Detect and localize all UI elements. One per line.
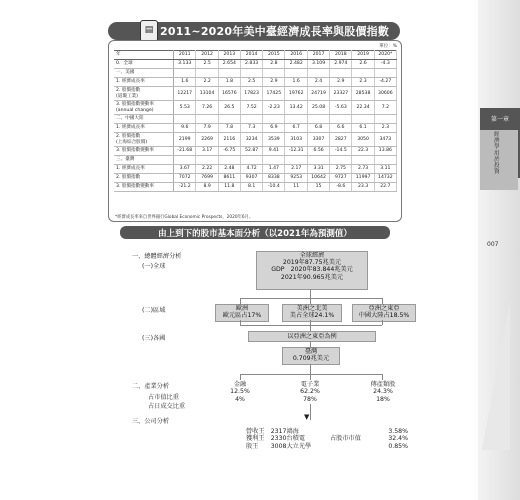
table-cell: 9.6 [174,124,196,133]
table-cell: -10.4 [263,183,285,192]
industry-electronics [292,381,328,403]
table-row [114,133,397,147]
header-year-cell: 2019 [352,51,374,60]
header-year-cell: 2018 [330,51,352,60]
table-cell: 2.9 [263,78,285,87]
table-cell: 1.8 [218,78,240,87]
row-label: 3. 股價指數變動率 (annual change) [114,101,174,115]
industry-finance-volume: 4% [235,395,245,403]
table-cell [285,156,307,165]
table-cell: 12217 [174,87,196,101]
table-row [114,156,397,165]
table-cell: 28538 [352,87,374,101]
table-cell: 9307 [240,174,262,183]
region-asia-share: 中國大陸占18.5% [358,312,410,320]
table-cell: 2.6 [352,60,374,69]
table-cell: 10642 [307,174,329,183]
table-cell: 2.654 [218,60,240,69]
chapter-subtitle: 經濟學用於投資 [494,132,500,176]
taiwan-name: 臺灣 [304,348,318,355]
table-cell [352,156,374,165]
global-title: 全球經濟 [299,252,325,259]
region-americas-share: 美占全球24.1% [289,312,335,320]
company-revenue: 營收王 2317鴻海 [246,428,299,435]
row-label: 二、中國大陸 [114,115,174,124]
table-cell [174,115,196,124]
table-cell: 6.8 [307,124,329,133]
table-row [114,78,397,87]
table-cell: 24719 [307,87,329,101]
table-cell: 8338 [263,174,285,183]
company-list [246,428,311,450]
industry-traditional-name: 傳產類股 [370,381,396,388]
table-cell: 2269 [196,133,218,147]
table-cell: 2.8 [263,60,285,69]
country-banner: 以亞洲之東亞為例 [248,331,376,342]
table-cell: 7.2 [374,101,396,115]
table-cell [330,69,352,78]
row-label: 1. 經濟成長率 [114,165,174,174]
table-cell: 2.3 [374,124,396,133]
table-cell: 8.9 [196,183,218,192]
table-cell [218,115,240,124]
table-cell: 52.87 [240,147,262,156]
table-cell [307,69,329,78]
table-cell [374,156,396,165]
table-cell: 1.6 [285,78,307,87]
mcap-value-3: 0.85% [388,442,408,450]
table-cell: 26.5 [218,101,240,115]
table-cell: 6.7 [285,124,307,133]
country-label: (三)各國 [142,335,166,342]
header-year-cell: 2014 [240,51,262,60]
table-cell: 11.8 [218,183,240,192]
table-header-row [114,51,397,60]
book-icon: ▤ [140,20,158,42]
table-cell: 6.6 [330,124,352,133]
global-label: (一)全球 [142,263,166,270]
table-cell: 14732 [374,174,396,183]
table-cell: 7.3 [240,124,262,133]
table-row [114,174,397,183]
header-year-cell: 2017 [307,51,329,60]
row-label: 2. 股價指數 [114,174,174,183]
table-cell: 2.9 [330,78,352,87]
table-cell: 9.41 [263,147,285,156]
table-cell: 11997 [352,174,374,183]
table-cell: 23.3 [352,183,374,192]
table-cell: 4.72 [240,165,262,174]
industry-traditional-volume: 18% [376,395,390,403]
table-cell: 3.31 [307,165,329,174]
table-cell: 13104 [196,87,218,101]
table-cell [285,115,307,124]
table-cell: -21.2 [174,183,196,192]
row-label: 0．全球 [114,60,174,69]
taiwan-box [282,347,340,365]
table-cell [218,156,240,165]
region-europe-share: 歐元區占17% [222,312,262,320]
header-cell-blank: 年 [114,51,174,60]
mcap-value-2: 32.4% [388,435,408,443]
table-cell: 19762 [285,87,307,101]
row-label: 2. 股價指數 (道瓊工業) [114,87,174,101]
connector [310,364,311,374]
table-cell: 1.6 [174,78,196,87]
table-cell: 25.08 [307,101,329,115]
table-box [108,40,402,222]
industry-label: 二、產業分析 [132,383,170,390]
table-cell [374,115,396,124]
table-cell: 3.17 [196,147,218,156]
table-cell: 3473 [374,133,396,147]
table-cell: 6.56 [307,147,329,156]
region-americas-box [282,304,342,322]
analysis-title: 由上到下的股市基本面分析（以2021年為預測值） [158,229,352,239]
table-cell [174,69,196,78]
table-cell: 2.5 [240,78,262,87]
table-cell: 17823 [240,87,262,101]
table-cell: 13.86 [374,147,396,156]
taiwan-gdp: 0.709兆美元 [292,355,330,363]
table-cell: 6.1 [352,124,374,133]
table-cell: 15 [307,183,329,192]
table-cell: 7072 [174,174,196,183]
table-cell [240,115,262,124]
table-cell: 2116 [218,133,240,147]
table-cell: 2827 [330,133,352,147]
table-row [114,60,397,69]
table-cell: 2.4 [307,78,329,87]
company-profit: 獲利王 2330台積電 [246,435,306,443]
connector [240,325,382,326]
table-cell: 3234 [240,133,262,147]
table-cell: 16576 [218,87,240,101]
table-cell: -4.3 [374,60,396,69]
table-cell: -14.5 [330,147,352,156]
industry-electronics-volume: 78% [303,395,317,403]
row-label: 1. 經濟成長率 [114,78,174,87]
row-label: 一、美國 [114,69,174,78]
table-cell: 2.3 [352,78,374,87]
table-cell: 2.73 [352,165,374,174]
industry-traditional [364,381,402,403]
table-row [114,69,397,78]
page-number: 007 [487,241,499,248]
table-cell [240,156,262,165]
global-gdp-box [256,251,368,290]
table-cell: 2199 [174,133,196,147]
mcap-label: 占股市市值 [330,435,361,442]
industry-finance-mcap: 12.5% [230,388,250,396]
region-europe-name: 歐洲 [235,305,249,312]
table-cell: 2.75 [330,165,352,174]
company-price: 殷王 3008大立光學 [246,442,312,450]
table-cell: 11 [285,183,307,192]
region-label: (二)區域 [142,307,166,314]
table-cell: 2.22 [196,165,218,174]
region-americas-name: 美洲之北美 [296,305,328,312]
connector [240,298,382,299]
table-cell [330,156,352,165]
table-cell: 22.34 [352,101,374,115]
table-cell: 13.42 [285,101,307,115]
table-cell: 23327 [330,87,352,101]
table-cell: 7699 [196,174,218,183]
side-tab-decoration [482,300,510,450]
header-year-cell: 2015 [263,51,285,60]
industry-traditional-mcap: 24.3% [373,388,393,396]
macro-label: 一、總體經濟分析 [132,253,182,260]
table-row [114,165,397,174]
table-cell: 7.8 [218,124,240,133]
table-cell: -12.31 [285,147,307,156]
header-year-cell: 2016 [285,51,307,60]
row-label: 3. 股價指數變動率 [114,147,174,156]
table-cell [263,115,285,124]
row-label: 2. 股價指數 (上海綜合股價) [114,133,174,147]
global-2021: 2021年90.965兆美元 [280,273,344,281]
table-cell: -4.27 [374,78,396,87]
table-cell: 6.9 [263,124,285,133]
unit-label: 單位：% [379,44,397,49]
table-cell: -6.75 [218,147,240,156]
table-cell [307,115,329,124]
table-cell: -5.63 [330,101,352,115]
table-cell: 5.53 [174,101,196,115]
industry-electronics-name: 電子業 [300,381,320,388]
table-cell: 2.2 [196,78,218,87]
region-asia-name: 亞洲之東亞 [368,305,400,312]
table-cell: 3.109 [307,60,329,69]
table-cell: 7.9 [196,124,218,133]
header-year-cell: 2013 [218,51,240,60]
table-cell: 2.974 [330,60,352,69]
header-year-cell: 2011 [174,51,196,60]
table-row [114,124,397,133]
table-cell [330,115,352,124]
table-cell: -8.6 [330,183,352,192]
industry-finance-name: 金融 [233,381,247,388]
table-cell: 3.11 [374,165,396,174]
table-cell [263,69,285,78]
table-cell: -21.68 [174,147,196,156]
table-cell: 3050 [352,133,374,147]
table-cell: 8.1 [240,183,262,192]
row-label: 3. 股價指數變動率 [114,183,174,192]
table-cell: 3103 [285,133,307,147]
region-europe-box [215,304,269,322]
table-cell: 22.3 [352,147,374,156]
economic-table [114,50,397,192]
table-row [114,115,397,124]
global-2020: GDP 2020年83.844兆美元 [271,266,353,274]
table-cell: 2.17 [285,165,307,174]
table-row [114,87,397,101]
mcap-value-1: 3.58% [388,428,408,435]
table-cell [352,115,374,124]
table-cell: 2.48 [218,165,240,174]
global-2019: 2019年87.75兆美元 [282,259,342,267]
row-label: 三、臺灣 [114,156,174,165]
table-cell: 1.47 [263,165,285,174]
table-cell: 2.833 [240,60,262,69]
table-row [114,101,397,115]
company-label: 三、公司分析 [132,418,170,425]
table-cell: 17425 [263,87,285,101]
table-cell [196,156,218,165]
table-cell: 9253 [285,174,307,183]
table-row [114,147,397,156]
connector [240,374,382,375]
table-cell: 9727 [330,174,352,183]
row-label: 1. 經濟成長率 [114,124,174,133]
region-asia-box [352,304,416,322]
header-year-cell: 2012 [196,51,218,60]
mcap-share-label: 占市值比重 [148,394,179,401]
table-cell [174,156,196,165]
table-row [114,183,397,192]
down-arrow-icon: ▼ [304,413,310,421]
connector [382,374,383,380]
table-cell: 3.133 [174,60,196,69]
table-cell: 3539 [263,133,285,147]
industry-finance [225,381,255,403]
table-cell [196,69,218,78]
table-cell: 3307 [307,133,329,147]
table-cell [374,69,396,78]
table-cell [196,115,218,124]
mcap-values [382,428,408,450]
connector [240,374,241,380]
table-cell [285,69,307,78]
header-year-cell: 2020* [374,51,396,60]
industry-electronics-mcap: 62.2% [300,388,320,396]
table-cell: -2.23 [263,101,285,115]
connector [382,320,383,325]
chapter-label: 第一章 [490,116,509,123]
table-cell [307,156,329,165]
table-cell: 7.26 [196,101,218,115]
volume-share-label: 占日成交比重 [148,403,186,410]
table-cell [240,69,262,78]
table-source-note: *經濟成長率來自世界銀行Global Economic Prospects，2020年6月。 [115,215,254,220]
table-cell [218,69,240,78]
page-title: 2011~2020年美中臺經濟成長率與股價指數 [160,25,390,38]
table-cell: 7.52 [240,101,262,115]
table-cell: 30606 [374,87,396,101]
table-cell [352,69,374,78]
table-cell: 2.482 [285,60,307,69]
connector [310,404,311,420]
table-cell: 8611 [218,174,240,183]
table-cell [263,156,285,165]
table-cell: 2.5 [196,60,218,69]
table-cell: 3.67 [174,165,196,174]
table-cell: 22.7 [374,183,396,192]
connector [310,374,311,380]
